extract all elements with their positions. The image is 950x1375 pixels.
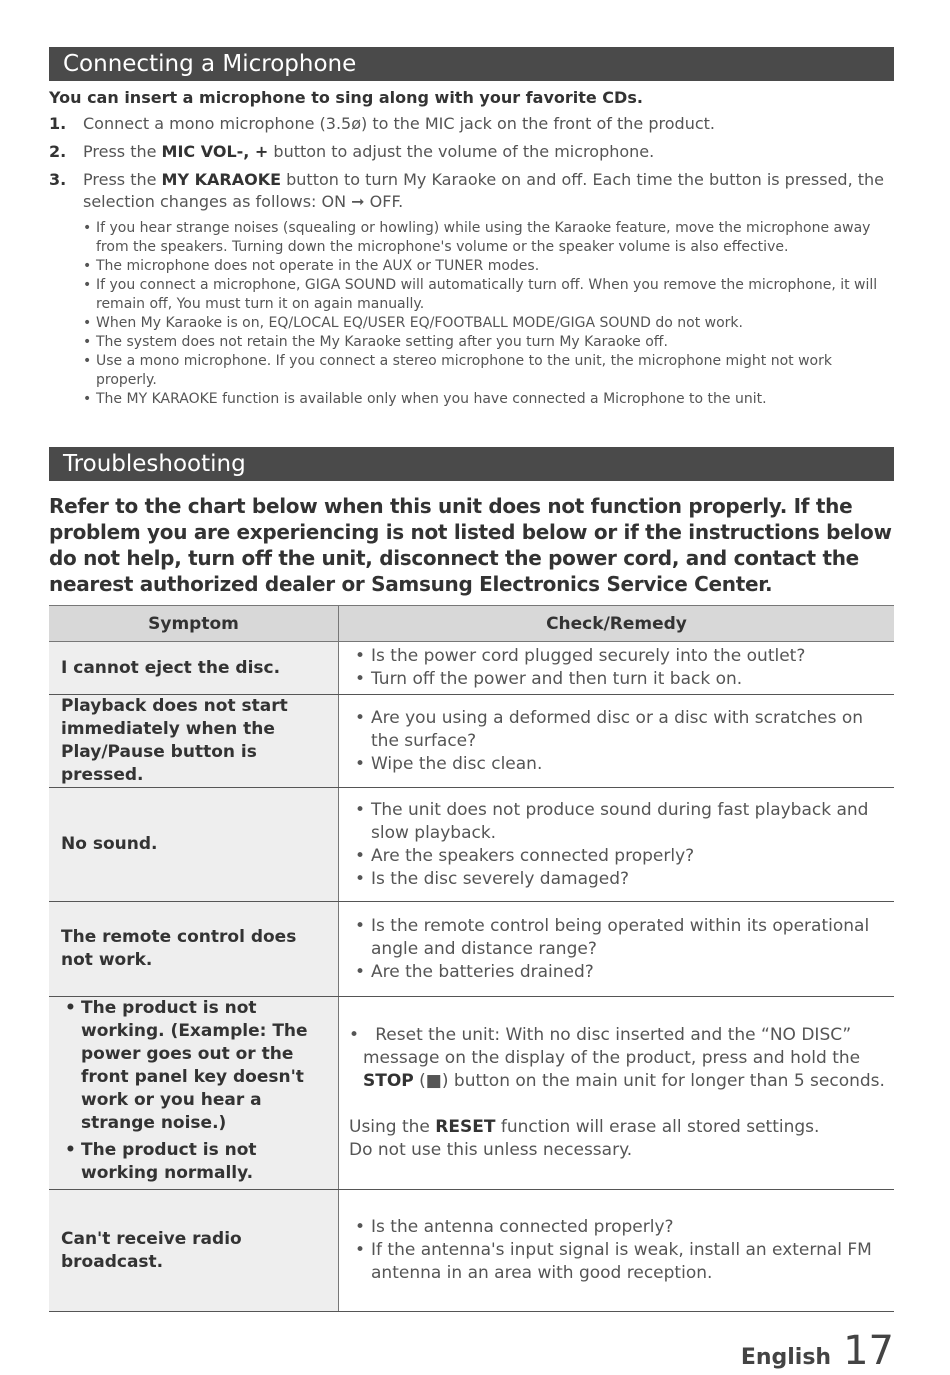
- note-line-2: Do not use this unless necessary.: [349, 1140, 633, 1160]
- remedy-item: • Is the disc severely damaged?: [353, 868, 886, 891]
- remedy-item: • Are the speakers connected properly?: [353, 845, 886, 868]
- note-item: • If you hear strange noises (squealing or howling) while using the Karaoke feature, move the microphone away from the speakers. Turning down the microphone's volume or the speaker volume is also effective.: [83, 219, 894, 257]
- section-title-troubleshooting: Troubleshooting: [49, 447, 894, 481]
- remedy-item: • Wipe the disc clean.: [353, 753, 886, 776]
- remedy-item: • Are you using a deformed disc or a disc with scratches on the surface?: [353, 707, 886, 753]
- karaoke-notes: [83, 219, 894, 409]
- function-name-reset: RESET: [435, 1117, 496, 1137]
- table-row: [49, 902, 894, 997]
- step-3: [49, 169, 894, 213]
- symptom-item: • The product is not working. (Example: The power goes out or the front panel key doesn't work or you hear a strange noise.): [61, 997, 326, 1135]
- microphone-intro: You can insert a microphone to sing along with your favorite CDs.: [49, 88, 643, 107]
- remedy-cell: [339, 997, 895, 1190]
- step-number: 3.: [49, 170, 67, 189]
- page-number: 17: [843, 1328, 894, 1374]
- remedy-cell: [339, 902, 895, 997]
- step-text-pre: Press the: [83, 142, 162, 161]
- step-text-pre: Press the: [83, 170, 162, 189]
- reset-text-pre: Reset the unit: With no disc inserted and the “NO DISC” message on the display of the product, press and hold the: [363, 1025, 861, 1068]
- symptom-cell: No sound.: [49, 788, 339, 902]
- symptom-cell: Can't receive radio broadcast.: [49, 1190, 339, 1312]
- header-symptom: Symptom: [49, 606, 339, 642]
- footer-language: English: [740, 1345, 832, 1370]
- symptom-cell: I cannot eject the disc.: [49, 642, 339, 695]
- step-text-post: button to adjust the volume of the microphone.: [268, 142, 655, 161]
- note-item: • The MY KARAOKE function is available only when you have connected a Microphone to the unit.: [83, 390, 894, 409]
- section-title-microphone: Connecting a Microphone: [49, 47, 894, 81]
- remedy-item: • Are the batteries drained?: [353, 961, 886, 984]
- table-header-row: [49, 606, 894, 642]
- table-row: [49, 1190, 894, 1312]
- note-item: • Use a mono microphone. If you connect a stereo microphone to the unit, the microphone might not work properly.: [83, 352, 894, 390]
- remedy-item: • Is the antenna connected properly?: [353, 1216, 886, 1239]
- button-name-mic-vol: MIC VOL-, +: [161, 142, 269, 161]
- note-item: • If you connect a microphone, GIGA SOUND will automatically turn off. When you remove the microphone, it will remain off, You must turn it on again manually.: [83, 276, 894, 314]
- step-text-post: button to turn My Karaoke on and off. Each time the button is pressed, the selection changes as follows: ON ➞ OFF.: [83, 170, 885, 211]
- table-row: [49, 997, 894, 1190]
- remedy-cell: [339, 788, 895, 902]
- note-text-pre: Using the: [349, 1117, 436, 1137]
- note-text-post: function will erase all stored settings.: [495, 1117, 820, 1137]
- reset-instruction: [349, 1024, 886, 1093]
- troubleshooting-table: [49, 605, 894, 1312]
- remedy-item: • The unit does not produce sound during fast playback and slow playback.: [353, 799, 886, 845]
- table-row: [49, 788, 894, 902]
- note-item: • When My Karaoke is on, EQ/LOCAL EQ/USER EQ/FOOTBALL MODE/GIGA SOUND do not work.: [83, 314, 894, 333]
- remedy-item: • If the antenna's input signal is weak, install an external FM antenna in an area with good reception.: [353, 1239, 886, 1285]
- reset-text-post: (■) button on the main unit for longer than 5 seconds.: [413, 1071, 885, 1091]
- remedy-cell: [339, 695, 895, 788]
- button-name-my-karaoke: MY KARAOKE: [161, 170, 282, 189]
- page-footer: [741, 1328, 894, 1374]
- step-text: Connect a mono microphone (3.5ø) to the MIC jack on the front of the product.: [83, 114, 715, 133]
- reset-note: [349, 1116, 886, 1162]
- note-item: • The system does not retain the My Karaoke setting after you turn My Karaoke off.: [83, 333, 894, 352]
- step-number: 2.: [49, 142, 67, 161]
- remedy-item: • Is the remote control being operated within its operational angle and distance range?: [353, 915, 886, 961]
- symptom-cell: [49, 997, 339, 1190]
- remedy-item: • Turn off the power and then turn it back on.: [353, 668, 886, 691]
- symptom-cell: Playback does not start immediately when the Play/Pause button is pressed.: [49, 695, 339, 788]
- manual-page: [49, 47, 894, 1312]
- note-item: • The microphone does not operate in the AUX or TUNER modes.: [83, 257, 894, 276]
- table-row: [49, 695, 894, 788]
- step-text: [83, 141, 894, 163]
- step-text: [83, 169, 894, 213]
- remedy-item: • Is the power cord plugged securely into the outlet?: [353, 645, 886, 668]
- step-2: [49, 141, 894, 163]
- header-remedy: Check/Remedy: [339, 606, 895, 642]
- bullet: •: [349, 1025, 376, 1045]
- button-name-stop: STOP: [363, 1071, 414, 1091]
- remedy-cell: [339, 1190, 895, 1312]
- microphone-steps: [49, 113, 894, 409]
- symptom-cell: The remote control does not work.: [49, 902, 339, 997]
- symptom-item: • The product is not working normally.: [61, 1139, 326, 1185]
- step-1: [49, 113, 894, 135]
- troubleshooting-intro: Refer to the chart below when this unit does not function properly. If the problem you are experiencing is not listed below or if the instructions below do not help, turn off the unit, disconnect the power cord, and contact the nearest authorized dealer or Samsung Electronics Service Center.: [49, 494, 892, 596]
- remedy-cell: [339, 642, 895, 695]
- table-row: [49, 642, 894, 695]
- step-number: 1.: [49, 114, 67, 133]
